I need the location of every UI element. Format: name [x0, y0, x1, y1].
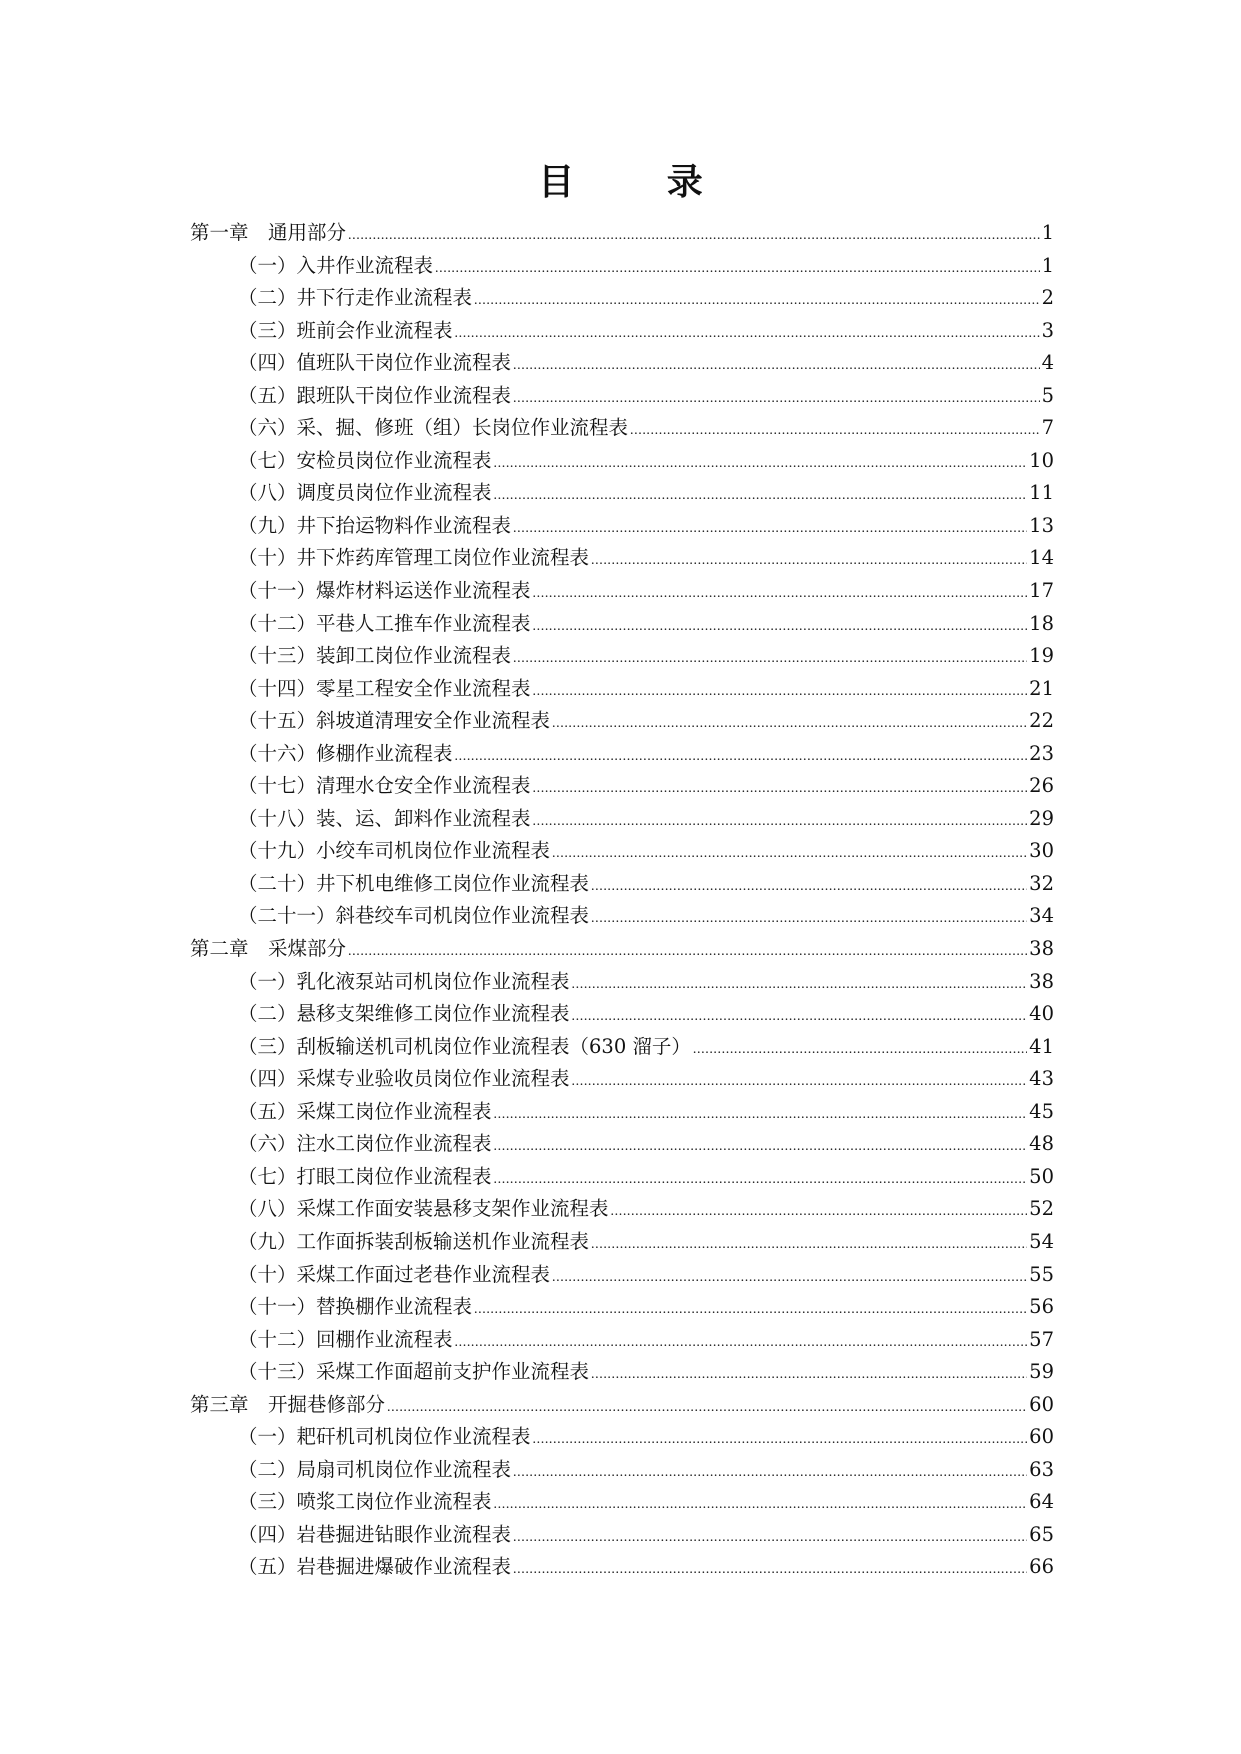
toc-section-entry[interactable]: [190, 640, 1054, 673]
toc-section-entry[interactable]: [190, 1324, 1054, 1357]
toc-entry-label: （十）采煤工作面过老巷作业流程表: [238, 1262, 551, 1286]
toc-entry-label: （十）井下炸药库管理工岗位作业流程表: [238, 546, 590, 570]
toc-section-entry[interactable]: [190, 1259, 1054, 1292]
toc-page-number: 26: [1029, 774, 1054, 798]
toc-entry-label: （十七）清理水仓安全作业流程表: [238, 774, 531, 798]
toc-dot-leader: [533, 770, 1028, 803]
toc-section-entry[interactable]: [190, 608, 1054, 641]
toc-entry-label: （一）耙矸机司机岗位作业流程表: [238, 1425, 531, 1449]
toc-entry-label: （七）打眼工岗位作业流程表: [238, 1164, 492, 1188]
toc-page-number: 59: [1029, 1360, 1054, 1384]
toc-section-entry[interactable]: [190, 250, 1054, 283]
toc-entry-label: （五）岩巷掘进爆破作业流程表: [238, 1555, 512, 1579]
toc-section-entry[interactable]: [190, 445, 1054, 478]
toc-dot-leader: [591, 900, 1027, 933]
toc-dot-leader: [533, 673, 1028, 706]
toc-entry-label: （十五）斜坡道清理安全作业流程表: [238, 709, 551, 733]
toc-entry-label: （二十一）斜巷绞车司机岗位作业流程表: [238, 904, 590, 928]
toc-section-entry[interactable]: [190, 673, 1054, 706]
toc-entry-label: 第二章 采煤部分: [190, 937, 347, 961]
toc-entry-label: （十九）小绞车司机岗位作业流程表: [238, 839, 551, 863]
toc-section-entry[interactable]: [190, 1421, 1054, 1454]
toc-page-number: 38: [1029, 937, 1054, 961]
toc-dot-leader: [494, 1486, 1028, 1519]
toc-entry-label: （四）采煤专业验收员岗位作业流程表: [238, 1067, 570, 1091]
toc-dot-leader: [494, 477, 1028, 510]
toc-section-entry[interactable]: [190, 1063, 1054, 1096]
toc-page-number: 57: [1029, 1327, 1054, 1351]
toc-entry-label: （四）岩巷掘进钻眼作业流程表: [238, 1522, 512, 1546]
toc-page-number: 56: [1029, 1295, 1054, 1319]
toc-dot-leader: [513, 510, 1027, 543]
toc-page-number: 60: [1029, 1425, 1054, 1449]
page-title: 目 录: [538, 161, 743, 203]
toc-dot-leader: [474, 1291, 1027, 1324]
toc-section-entry[interactable]: [190, 1486, 1054, 1519]
toc-page-number: 63: [1029, 1457, 1054, 1481]
toc-dot-leader: [552, 835, 1027, 868]
toc-section-entry[interactable]: [190, 1193, 1054, 1226]
toc-dot-leader: [591, 1356, 1027, 1389]
toc-page-number: 34: [1029, 904, 1054, 928]
toc-page-number: 40: [1029, 1002, 1054, 1026]
toc-section-entry[interactable]: [190, 575, 1054, 608]
toc-section-entry[interactable]: [190, 315, 1054, 348]
toc-page-number: 21: [1029, 676, 1054, 700]
toc-page-number: 14: [1029, 546, 1054, 570]
toc-chapter-entry[interactable]: [190, 217, 1054, 250]
toc-dot-leader: [348, 217, 1040, 250]
toc-dot-leader: [513, 1551, 1027, 1584]
toc-entry-label: （九）井下抬运物料作业流程表: [238, 513, 512, 537]
toc-dot-leader: [494, 1161, 1028, 1194]
toc-dot-leader: [513, 1519, 1027, 1552]
toc-dot-leader: [474, 282, 1040, 315]
toc-entry-label: （三）刮板输送机司机岗位作业流程表（630 溜子）: [238, 1034, 691, 1058]
toc-dot-leader: [533, 803, 1028, 836]
toc-entry-label: （六）采、掘、修班（组）长岗位作业流程表: [238, 416, 629, 440]
toc-section-entry[interactable]: [190, 1031, 1054, 1064]
toc-page-number: 29: [1029, 806, 1054, 830]
toc-entry-label: （五）跟班队干岗位作业流程表: [238, 383, 512, 407]
toc-entry-label: （八）调度员岗位作业流程表: [238, 481, 492, 505]
toc-entry-label: （二十）井下机电维修工岗位作业流程表: [238, 871, 590, 895]
toc-dot-leader: [693, 1031, 1027, 1064]
toc-page-number: 30: [1029, 839, 1054, 863]
toc-entry-label: （二）井下行走作业流程表: [238, 286, 473, 310]
toc-section-entry[interactable]: [190, 347, 1054, 380]
toc-dot-leader: [533, 1421, 1028, 1454]
toc-section-entry[interactable]: [190, 1454, 1054, 1487]
toc-page-number: 7: [1041, 416, 1054, 440]
toc-page-number: 65: [1029, 1522, 1054, 1546]
toc-entry-label: （二）局扇司机岗位作业流程表: [238, 1457, 512, 1481]
toc-dot-leader: [513, 380, 1040, 413]
toc-section-entry[interactable]: [190, 1291, 1054, 1324]
toc-entry-label: （六）注水工岗位作业流程表: [238, 1132, 492, 1156]
toc-entry-label: （十二）平巷人工推车作业流程表: [238, 611, 531, 635]
toc-section-entry[interactable]: [190, 1519, 1054, 1552]
toc-page-number: 3: [1041, 318, 1054, 342]
toc-page-number: 43: [1029, 1067, 1054, 1091]
toc-page-number: 55: [1029, 1262, 1054, 1286]
toc-entry-label: （十一）爆炸材料运送作业流程表: [238, 579, 531, 603]
toc-section-entry[interactable]: [190, 1356, 1054, 1389]
toc-page-number: 52: [1029, 1197, 1054, 1221]
toc-section-entry[interactable]: [190, 770, 1054, 803]
toc-entry-label: （一）入井作业流程表: [238, 253, 434, 277]
toc-entry-label: （九）工作面拆装刮板输送机作业流程表: [238, 1229, 590, 1253]
toc-dot-leader: [591, 868, 1027, 901]
toc-entry-label: （三）班前会作业流程表: [238, 318, 453, 342]
toc-dot-leader: [455, 1324, 1028, 1357]
toc-page-number: 18: [1029, 611, 1054, 635]
toc-page-number: 13: [1029, 513, 1054, 537]
toc-section-entry[interactable]: [190, 1096, 1054, 1129]
toc-dot-leader: [348, 933, 1027, 966]
toc-dot-leader: [533, 608, 1028, 641]
toc-dot-leader: [591, 1226, 1027, 1259]
toc-dot-leader: [435, 250, 1040, 283]
toc-dot-leader: [513, 1454, 1027, 1487]
toc-entry-label: （十三）装卸工岗位作业流程表: [238, 644, 512, 668]
toc-dot-leader: [533, 575, 1028, 608]
toc-section-entry[interactable]: [190, 966, 1054, 999]
toc-entry-label: （三）喷浆工岗位作业流程表: [238, 1490, 492, 1514]
toc-chapter-entry[interactable]: [190, 1389, 1054, 1422]
toc-entry-label: （十八）装、运、卸料作业流程表: [238, 806, 531, 830]
toc-dot-leader: [591, 542, 1027, 575]
toc-entry-label: （十四）零星工程安全作业流程表: [238, 676, 531, 700]
toc-page-number: 4: [1041, 351, 1054, 375]
toc-entry-label: （七）安检员岗位作业流程表: [238, 448, 492, 472]
toc-entry-label: （四）值班队干岗位作业流程表: [238, 351, 512, 375]
toc-section-entry[interactable]: [190, 1161, 1054, 1194]
toc-dot-leader: [494, 1128, 1028, 1161]
toc-dot-leader: [572, 966, 1028, 999]
toc-dot-leader: [611, 1193, 1028, 1226]
toc-page-number: 1: [1041, 253, 1054, 277]
toc-page-number: 22: [1029, 709, 1054, 733]
toc-dot-leader: [513, 347, 1040, 380]
toc-section-entry[interactable]: [190, 282, 1054, 315]
toc-section-entry[interactable]: [190, 1128, 1054, 1161]
toc-dot-leader: [572, 1063, 1028, 1096]
toc-page-number: 19: [1029, 644, 1054, 668]
toc-page-number: 41: [1029, 1034, 1054, 1058]
toc-page-number: 5: [1041, 383, 1054, 407]
toc-page-number: 2: [1041, 286, 1054, 310]
toc-entry-label: （十三）采煤工作面超前支护作业流程表: [238, 1360, 590, 1384]
toc-section-entry[interactable]: [190, 900, 1054, 933]
toc-page-number: 11: [1029, 481, 1054, 505]
toc-page-number: 45: [1029, 1099, 1054, 1123]
toc-page-number: 64: [1029, 1490, 1054, 1514]
toc-entry-label: （五）采煤工岗位作业流程表: [238, 1099, 492, 1123]
toc-page-number: 10: [1029, 448, 1054, 472]
toc-section-entry[interactable]: [190, 412, 1054, 445]
toc-section-entry[interactable]: [190, 835, 1054, 868]
toc-section-entry[interactable]: [190, 1551, 1054, 1584]
toc-page-number: 38: [1029, 969, 1054, 993]
toc-entry-label: （十六）修棚作业流程表: [238, 741, 453, 765]
toc-section-entry[interactable]: [190, 542, 1054, 575]
toc-entry-label: （一）乳化液泵站司机岗位作业流程表: [238, 969, 570, 993]
toc-dot-leader: [552, 1259, 1027, 1292]
toc-dot-leader: [455, 315, 1040, 348]
table-of-contents: [190, 217, 1054, 1584]
toc-section-entry[interactable]: [190, 803, 1054, 836]
toc-page-number: 23: [1029, 741, 1054, 765]
toc-page-number: 66: [1029, 1555, 1054, 1579]
toc-section-entry[interactable]: [190, 705, 1054, 738]
toc-dot-leader: [494, 445, 1028, 478]
toc-entry-label: （十二）回棚作业流程表: [238, 1327, 453, 1351]
toc-dot-leader: [387, 1389, 1027, 1422]
toc-section-entry[interactable]: [190, 998, 1054, 1031]
toc-section-entry[interactable]: [190, 738, 1054, 771]
toc-dot-leader: [552, 705, 1027, 738]
toc-entry-label: （八）采煤工作面安装悬移支架作业流程表: [238, 1197, 609, 1221]
toc-page-number: 1: [1041, 221, 1054, 244]
toc-page-number: 60: [1029, 1392, 1054, 1416]
toc-dot-leader: [513, 640, 1027, 673]
toc-entry-label: （十一）替换棚作业流程表: [238, 1295, 473, 1319]
toc-section-entry[interactable]: [190, 868, 1054, 901]
toc-chapter-entry[interactable]: [190, 933, 1054, 966]
toc-dot-leader: [630, 412, 1040, 445]
toc-page-number: 50: [1029, 1164, 1054, 1188]
toc-page-number: 32: [1029, 871, 1054, 895]
toc-section-entry[interactable]: [190, 380, 1054, 413]
toc-section-entry[interactable]: [190, 510, 1054, 543]
toc-page-number: 17: [1029, 579, 1054, 603]
toc-dot-leader: [494, 1096, 1028, 1129]
toc-entry-label: （二）悬移支架维修工岗位作业流程表: [238, 1002, 570, 1026]
toc-page-number: 54: [1029, 1229, 1054, 1253]
toc-entry-label: 第一章 通用部分: [190, 221, 347, 244]
toc-section-entry[interactable]: [190, 1226, 1054, 1259]
toc-dot-leader: [455, 738, 1028, 771]
toc-dot-leader: [572, 998, 1028, 1031]
toc-section-entry[interactable]: [190, 477, 1054, 510]
toc-entry-label: 第三章 开掘巷修部分: [190, 1392, 386, 1416]
toc-page-number: 48: [1029, 1132, 1054, 1156]
